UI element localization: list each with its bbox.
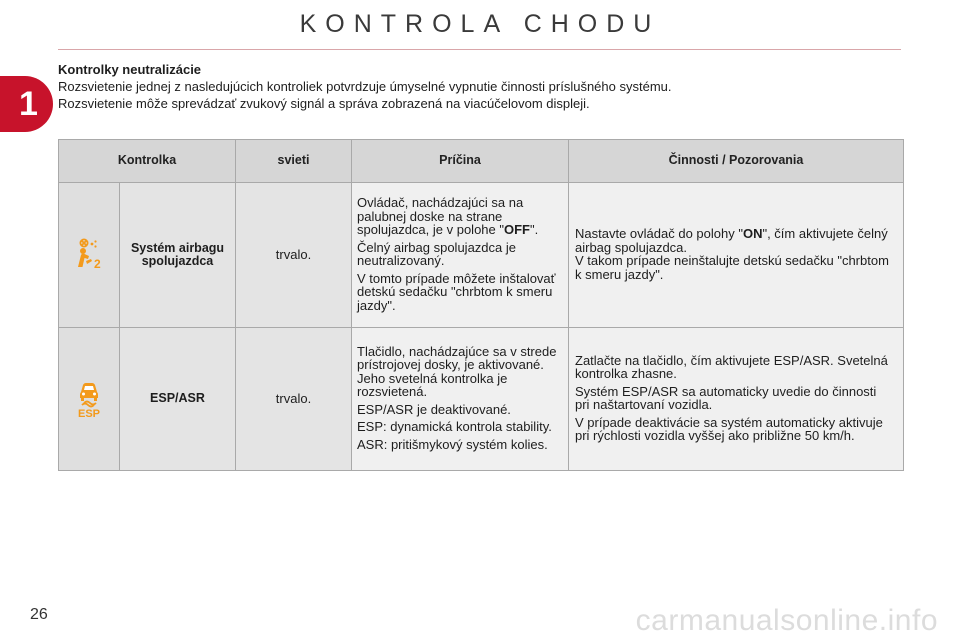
indicator-state: trvalo. bbox=[236, 328, 352, 471]
cause-text: Tlačidlo, nachádzajúce sa v strede prístrojovej dosky, je aktivované. Jeho svetelná kontrolka je rozsvietená. bbox=[357, 343, 557, 400]
cause-text: Ovládač, nachádzajúci sa na palubnej doske na strane spolujazdca, je v polohe "OFF". bbox=[357, 195, 539, 237]
action-cell bbox=[569, 328, 904, 471]
icon-cell bbox=[59, 183, 120, 328]
svg-text:2: 2 bbox=[94, 256, 101, 271]
action-text: Zatlačte na tlačidlo, čím aktivujete ESP/ASR. Svetelná kontrolka zhasne. bbox=[575, 352, 888, 381]
action-text: V takom prípade neinštalujte detskú sedačku "chrbtom k smeru jazdy". bbox=[575, 253, 889, 282]
indicator-state: trvalo. bbox=[236, 183, 352, 328]
title-divider bbox=[58, 49, 901, 50]
cause-text: Čelný airbag spolujazdca je neutralizovaný. bbox=[357, 239, 516, 268]
table-header-row bbox=[59, 140, 904, 183]
cause-text: ESP: dynamická kontrola stability. bbox=[357, 419, 552, 435]
svg-text:ESP: ESP bbox=[77, 407, 101, 418]
action-text: V prípade deaktivácie sa systém automaticky aktivuje pri rýchlosti vozidla vyššej ako približne 50 km/h. bbox=[575, 414, 883, 443]
header-action: Činnosti / Pozorovania bbox=[569, 140, 904, 183]
action-cell bbox=[569, 183, 904, 328]
header-cause: Príčina bbox=[352, 140, 569, 183]
intro-line-2: Rozsvietenie môže sprevádzať zvukový signál a správa zobrazená na viacúčelovom displeji. bbox=[58, 96, 590, 111]
section-heading: Kontrolky neutralizácie bbox=[58, 62, 202, 77]
cause-text: V tomto prípade môžete inštalovať detskú sedačku "chrbtom k smeru jazdy". bbox=[357, 270, 556, 313]
action-text: Nastavte ovládač do polohy "ON", čím aktivujete čelný airbag spolujazdca. bbox=[575, 226, 888, 255]
indicator-table bbox=[58, 139, 904, 471]
header-indicator: Kontrolka bbox=[59, 140, 236, 183]
cause-text: ASR: pritišmykový systém kolies. bbox=[357, 436, 548, 452]
cause-cell bbox=[352, 183, 569, 328]
cause-cell bbox=[352, 328, 569, 471]
esp-off-icon bbox=[72, 378, 106, 421]
icon-cell bbox=[59, 328, 120, 471]
intro-line-1: Rozsvietenie jednej z nasledujúcich kontroliek potvrdzuje úmyselné vypnutie činnosti príslušného systému. bbox=[58, 79, 672, 94]
watermark: carmanualsonline.info bbox=[635, 604, 938, 637]
indicator-name: ESP/ASR bbox=[120, 328, 236, 471]
airbag-off-icon bbox=[72, 237, 106, 274]
intro-section bbox=[58, 61, 918, 112]
chapter-tab[interactable]: 1 bbox=[0, 76, 53, 132]
action-text: Systém ESP/ASR sa automaticky uvedie do činnosti pri naštartovaní vozidla. bbox=[575, 383, 877, 412]
cause-text: ESP/ASR je deaktivované. bbox=[357, 401, 511, 417]
table-row bbox=[59, 183, 904, 328]
header-lit: svieti bbox=[236, 140, 352, 183]
page-number: 26 bbox=[30, 606, 48, 623]
page-title: KONTROLA CHODU bbox=[299, 10, 661, 38]
indicator-name: Systém airbagu spolujazdca bbox=[120, 183, 236, 328]
table-row bbox=[59, 328, 904, 471]
